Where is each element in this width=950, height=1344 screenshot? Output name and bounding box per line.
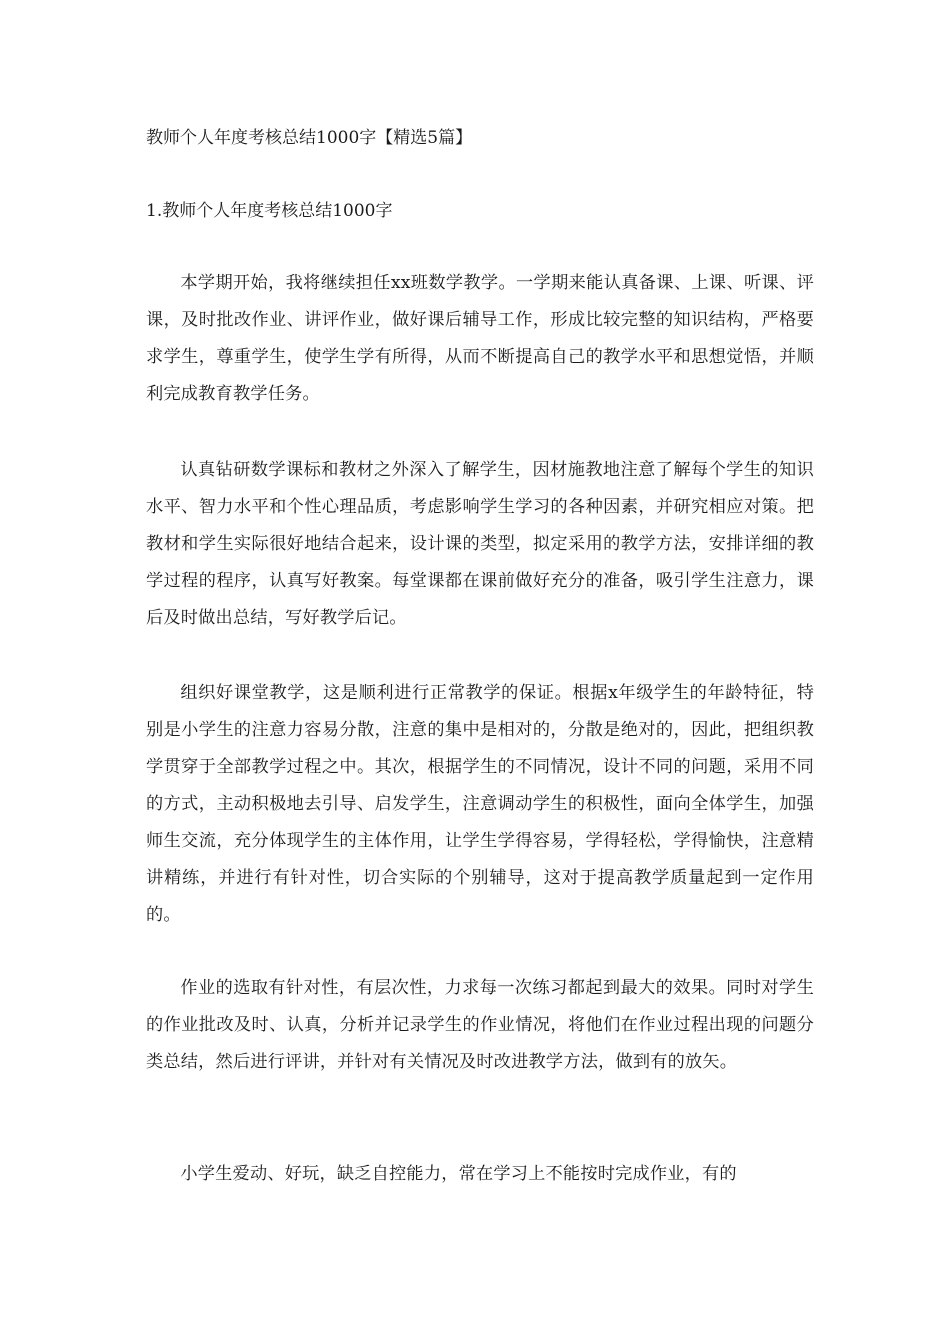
paragraph-1: 本学期开始，我将继续担任xx班数学教学。一学期来能认真备课、上课、听课、评课，及时批改作业、讲评作业，做好课后辅导工作，形成比较完整的知识结构，严格要求学生，尊重学生，使学生学有所得，从而不断提高自己的教学水平和思想觉悟，并顺利完成教育教学任务。 bbox=[146, 273, 814, 404]
section-heading: 1.教师个人年度考核总结1000字 bbox=[146, 201, 393, 221]
paragraph-4: 作业的选取有针对性，有层次性，力求每一次练习都起到最大的效果。同时对学生的作业批改及时、认真，分析并记录学生的作业情况，将他们在作业过程出现的问题分类总结，然后进行评讲，并针对有关情况及时改进教学方法，做到有的放矢。 bbox=[146, 978, 814, 1072]
paragraph-2: 认真钻研数学课标和教材之外深入了解学生，因材施教地注意了解每个学生的知识水平、智力水平和个性心理品质，考虑影响学生学习的各种因素，并研究相应对策。把教材和学生实际很好地结合起来，设计课的类型，拟定采用的教学方法，安排详细的教学过程的程序，认真写好教案。每堂课都在课前做好充分的准备，吸引学生注意力，课后及时做出总结，写好教学后记。 bbox=[146, 460, 814, 628]
paragraph-3: 组织好课堂教学，这是顺利进行正常教学的保证。根据x年级学生的年龄特征，特别是小学生的注意力容易分散，注意的集中是相对的，分散是绝对的，因此，把组织教学贯穿于全部教学过程之中。其次，根据学生的不同情况，设计不同的问题，采用不同的方式，主动积极地去引导、启发学生，注意调动学生的积极性，面向全体学生，加强师生交流，充分体现学生的主体作用，让学生学得容易，学得轻松，学得愉快，注意精讲精练，并进行有针对性，切合实际的个别辅导，这对于提高教学质量起到一定作用的。 bbox=[146, 683, 814, 925]
paragraph-5: 小学生爱动、好玩，缺乏自控能力，常在学习上不能按时完成作业，有的 bbox=[180, 1164, 737, 1184]
document-title: 教师个人年度考核总结1000字【精选5篇】 bbox=[146, 128, 473, 148]
